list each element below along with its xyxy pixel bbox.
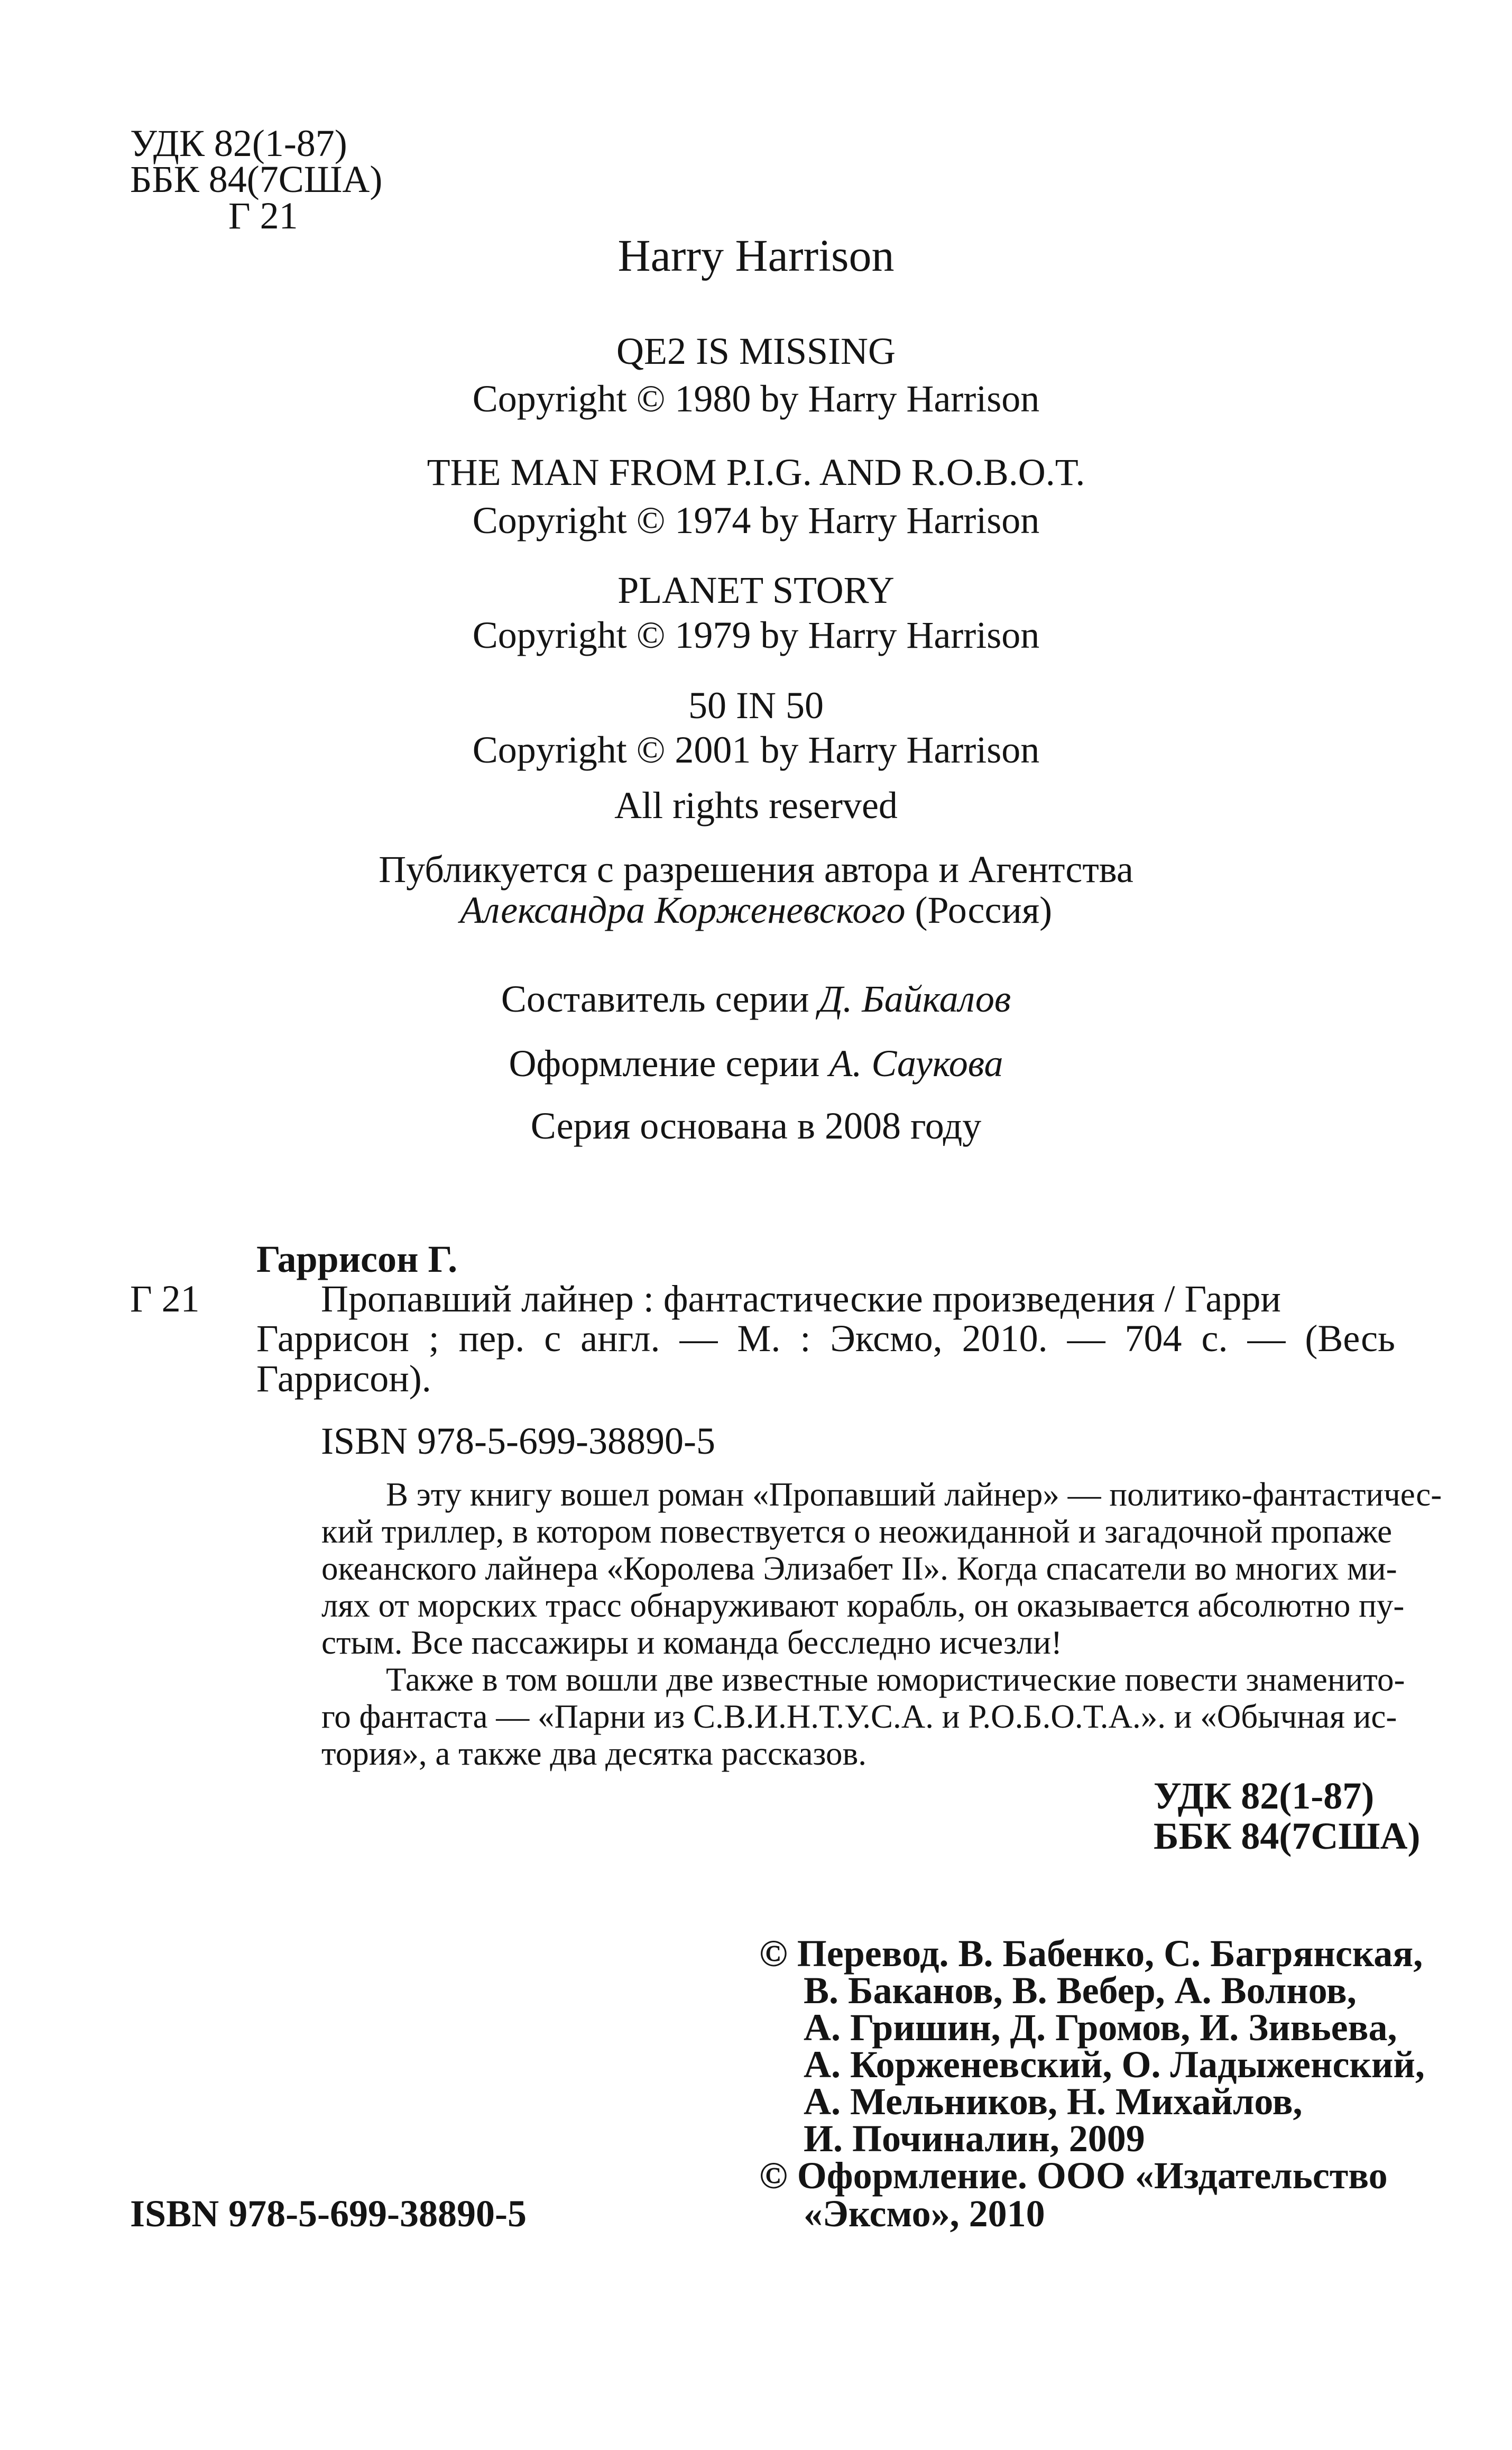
bibliographic-entry-line: Гаррисон). bbox=[256, 1357, 431, 1400]
annotation-line: океанского лайнера «Королева Элизабет II». Когда спасатели во многих ми- bbox=[321, 1550, 1397, 1587]
original-author: Harry Harrison bbox=[617, 230, 895, 281]
work-copyright: Copyright © 1980 by Harry Harrison bbox=[472, 378, 1040, 420]
agency-line bbox=[0, 891, 1512, 929]
permission-line: Публикуется с разрешения автора и Агентства bbox=[379, 848, 1133, 891]
work-title: THE MAN FROM P.I.G. AND R.O.B.O.T. bbox=[427, 451, 1085, 493]
bibliographic-entry-line: Пропавший лайнер : фантастические произведения / Гарри bbox=[321, 1278, 1281, 1320]
annotation-bbk: ББК 84(7США) bbox=[1154, 1815, 1421, 1857]
annotation-line: тория», а также два десятка рассказов. bbox=[321, 1735, 867, 1772]
annotation-line: Также в том вошли две известные юмористические повести знаменито- bbox=[386, 1661, 1405, 1698]
work-title: QE2 IS MISSING bbox=[616, 330, 896, 372]
credits-translation-line: А. Корженевский, О. Ладыженский, bbox=[804, 2043, 1425, 2086]
annotation-line: лях от морских трасс обнаруживают корабль, он оказывается абсолютно пу- bbox=[321, 1587, 1405, 1624]
series-design bbox=[0, 1042, 1512, 1085]
series-design-name: А. Саукова bbox=[829, 1042, 1003, 1085]
bibliographic-author-mark: Г 21 bbox=[130, 1278, 200, 1320]
bibliographic-author-heading: Гаррисон Г. bbox=[256, 1238, 458, 1280]
series-compiler-label: Составитель серии bbox=[501, 978, 819, 1020]
annotation-line: го фантаста — «Парни из С.В.И.Н.Т.У.С.А. и Р.О.Б.О.Т.А.». и «Обычная ис- bbox=[321, 1698, 1397, 1735]
credits-design-line: «Эксмо», 2010 bbox=[804, 2192, 1045, 2235]
credits-design-line: © Оформление. ООО «Издательство bbox=[759, 2154, 1388, 2197]
agency-country: (Россия) bbox=[905, 889, 1053, 931]
series-design-label: Оформление серии bbox=[509, 1042, 829, 1085]
series-compiler bbox=[0, 980, 1512, 1018]
credits-translation-line: А. Мельников, Н. Михайлов, bbox=[804, 2080, 1303, 2123]
series-founded: Серия основана в 2008 году bbox=[530, 1105, 982, 1147]
annotation-line: кий триллер, в котором повествуется о неожиданной и загадочной пропаже bbox=[321, 1513, 1393, 1550]
work-copyright: Copyright © 1974 by Harry Harrison bbox=[472, 499, 1040, 542]
author-mark: Г 21 bbox=[228, 195, 298, 237]
work-copyright: Copyright © 1979 by Harry Harrison bbox=[472, 614, 1040, 656]
work-copyright: Copyright © 2001 by Harry Harrison bbox=[472, 729, 1040, 771]
annotation-line: В эту книгу вошел роман «Пропавший лайнер» — политико-фантастичес- bbox=[386, 1476, 1442, 1513]
bibliographic-entry-line: Гаррисон ; пер. с англ. — М. : Эксмо, 2010. — 704 с. — (Весь bbox=[256, 1317, 1395, 1360]
credits-translation-line: В. Баканов, В. Вебер, А. Волнов, bbox=[804, 1969, 1357, 2012]
work-title: PLANET STORY bbox=[617, 569, 895, 611]
annotation-udk: УДК 82(1-87) bbox=[1154, 1775, 1375, 1817]
credits-translation-line: © Перевод. В. Бабенко, С. Багрянская, bbox=[759, 1932, 1423, 1975]
series-compiler-name: Д. Байкалов bbox=[818, 978, 1011, 1020]
work-title: 50 IN 50 bbox=[688, 684, 824, 727]
credits-translation-line: А. Гришин, Д. Громов, И. Зивьева, bbox=[804, 2006, 1397, 2049]
annotation-line: стым. Все пассажиры и команда бесследно исчезли! bbox=[321, 1624, 1062, 1661]
rights-reserved: All rights reserved bbox=[614, 784, 898, 827]
credits-translation-line: И. Починалин, 2009 bbox=[804, 2117, 1145, 2160]
bibliographic-isbn: ISBN 978-5-699-38890-5 bbox=[321, 1420, 715, 1462]
udk-code: УДК 82(1-87) bbox=[130, 122, 347, 164]
agency-name: Александра Корженевского bbox=[459, 889, 906, 931]
footer-isbn: ISBN 978-5-699-38890-5 bbox=[130, 2192, 527, 2235]
bbk-code: ББК 84(7США) bbox=[130, 158, 383, 200]
